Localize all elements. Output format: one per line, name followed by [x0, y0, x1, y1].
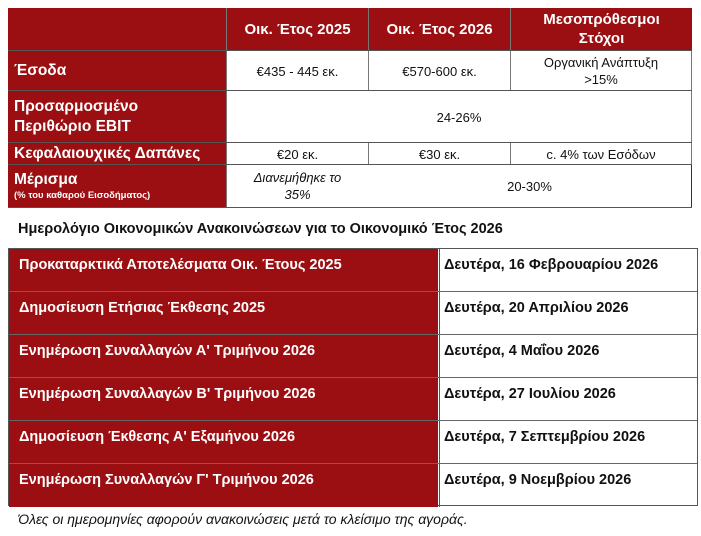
calendar-row [9, 292, 697, 335]
calendar-footnote: Όλες οι ημερομηνίες αφορούν ανακοινώσεις μετά το κλείσιμο της αγοράς. [18, 511, 468, 527]
event-date: Δευτέρα, 27 Ιουλίου 2026 [439, 378, 697, 420]
calendar-title: Ημερολόγιο Οικονομικών Ανακοινώσεων για το Οικονομικό Έτος 2026 [18, 221, 503, 237]
value-medium-term: Οργανική Ανάπτυξη >15% [510, 51, 692, 91]
guidance-row-dividend [8, 164, 692, 208]
event-date: Δευτέρα, 4 Μαΐου 2026 [439, 335, 697, 377]
calendar-table [8, 248, 698, 506]
value-fy2025: €20 εκ. [226, 143, 368, 165]
row-label: Έσοδα [8, 51, 226, 91]
event-name: Ενημέρωση Συναλλαγών Γ' Τριμήνου 2026 [9, 464, 438, 507]
guidance-row-capex [8, 142, 692, 165]
value-fy2026: €30 εκ. [368, 143, 510, 165]
calendar-row [9, 378, 697, 421]
event-date: Δευτέρα, 7 Σεπτεμβρίου 2026 [439, 421, 697, 463]
event-name: Ενημέρωση Συναλλαγών Β' Τριμήνου 2026 [9, 378, 438, 420]
calendar-row [9, 421, 697, 464]
header-blank-cell [8, 8, 226, 50]
value-medium-term: c. 4% των Εσόδων [510, 143, 692, 165]
row-sublabel: (% του καθαρού Εισοδήματος) [14, 190, 151, 201]
calendar-row [9, 335, 697, 378]
value-fy2025: Διανεμήθηκε το 35% [226, 165, 368, 207]
guidance-row-revenue [8, 50, 692, 91]
value-fy2026: €570-600 εκ. [368, 51, 510, 91]
row-label-cell [8, 165, 226, 207]
value-merged: 20-30% [368, 165, 692, 207]
event-date: Δευτέρα, 20 Απριλίου 2026 [439, 292, 697, 334]
row-label: Μέρισμα [14, 171, 78, 188]
value-fy2025: €435 - 445 εκ. [226, 51, 368, 91]
event-name: Δημοσίευση Ετήσιας Έκθεσης 2025 [9, 292, 438, 334]
event-name: Ενημέρωση Συναλλαγών Α' Τριμήνου 2026 [9, 335, 438, 377]
calendar-row [9, 464, 697, 507]
header-medium-term: Μεσοπρόθεσμοι Στόχοι [510, 8, 692, 50]
calendar-row [9, 249, 697, 292]
row-label: Κεφαλαιουχικές Δαπάνες [8, 143, 226, 165]
header-fy2025: Οικ. Έτος 2025 [226, 8, 368, 50]
event-name: Προκαταρκτικά Αποτελέσματα Οικ. Έτους 2025 [9, 249, 438, 291]
event-name: Δημοσίευση Έκθεσης Α' Εξαμήνου 2026 [9, 421, 438, 463]
header-fy2026: Οικ. Έτος 2026 [368, 8, 510, 50]
guidance-header-row [8, 8, 692, 50]
event-date: Δευτέρα, 9 Νοεμβρίου 2026 [439, 464, 697, 507]
value-merged: 24-26% [226, 91, 692, 143]
guidance-row-ebit-margin [8, 90, 692, 143]
event-date: Δευτέρα, 16 Φεβρουαρίου 2026 [439, 249, 697, 291]
row-label: Προσαρμοσμένο Περιθώριο EBIT [8, 91, 226, 143]
